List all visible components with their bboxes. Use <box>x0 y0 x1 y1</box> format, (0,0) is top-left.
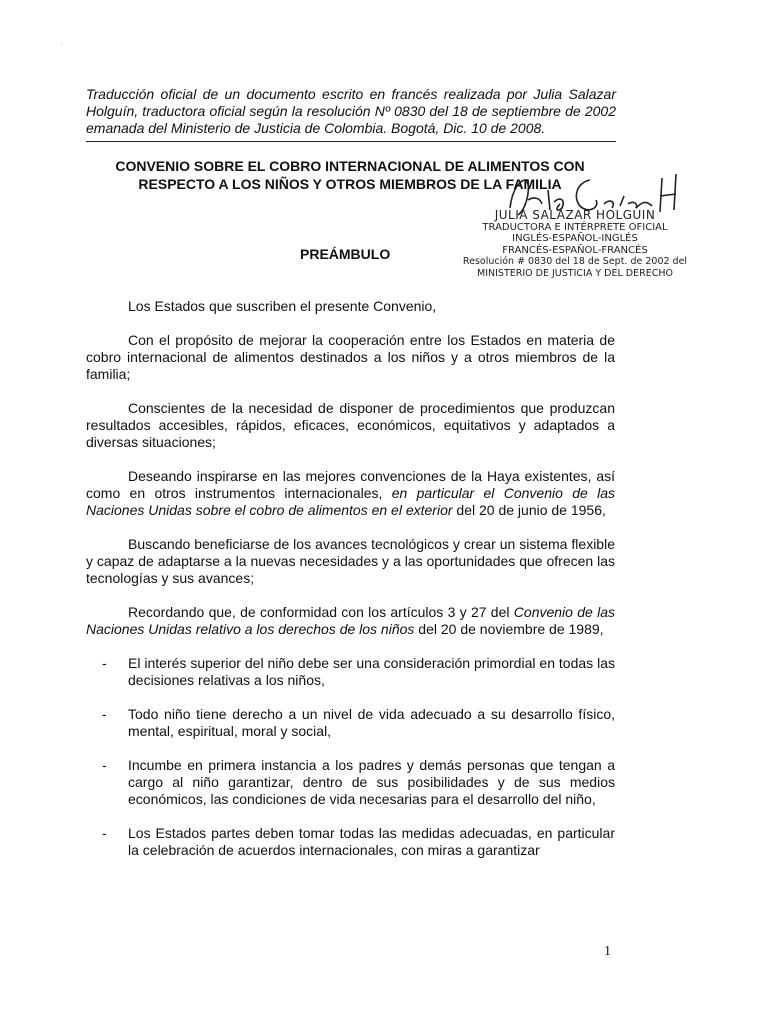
paragraph-5 <box>86 604 615 638</box>
signature-stroke-2 <box>576 174 676 212</box>
list-item <box>86 706 615 740</box>
stamp-ministry: MINISTERIO DE JUSTICIA Y DEL DERECHO <box>477 267 673 279</box>
stamp-lang-2: FRANCÉS-ESPAÑOL-FRANCÉS <box>502 244 648 256</box>
list-item <box>86 757 615 808</box>
paragraph-3-citation: en particular el Convenio de las Naciones Unidas sobre el cobro de alimentos en el exterior <box>86 485 615 518</box>
intro-paragraph: Los Estados que suscriben el presente Convenio, <box>128 298 437 314</box>
list-item-text: Incumbe en primera instancia a los padres y demás personas que tengan a cargo al niño garantizar, dentro de sus posibilidades y de sus medios económicos, las condiciones de vida necesarias para el desarrollo del niño, <box>128 757 615 807</box>
bullet-dash: - <box>102 825 107 841</box>
paragraph-5-citation: Convenio de las Naciones Unidas relativo a los derechos de los niños <box>86 604 616 637</box>
paragraph-2: Conscientes de la necesidad de disponer de procedimientos que produzcan resultados accesibles, rápidos, eficaces, económicos, equitativos y adaptados a diversas situaciones; <box>86 400 615 450</box>
bullet-dash: - <box>102 706 107 722</box>
bullet-list <box>86 655 615 859</box>
title-line-2: RESPECTO A LOS NIÑOS Y OTROS MIEMBROS DE LA FAMILIA <box>138 176 562 192</box>
stamp-role: TRADUCTORA E INTÉRPRETE OFICIAL <box>482 221 668 233</box>
page-number: 1 <box>604 944 611 959</box>
list-item <box>86 655 615 689</box>
paragraph-3-text-a: Deseando inspirarse en las mejores convenciones de la Haya existentes, así como en otros instrumentos internacionales, <box>86 468 615 501</box>
paragraph-3 <box>86 468 615 519</box>
list-item-text: El interés superior del niño debe ser una consideración primordial en todas las decisiones relativas a los niños, <box>128 655 615 688</box>
section-heading: PREÁMBULO <box>300 246 391 262</box>
paragraph-4: Buscando beneficiarse de los avances tecnológicos y crear un sistema flexible y capaz de adaptarse a la nuevas necesidades y a las oportunidades que ofrecen las tecnologías y sus avances; <box>86 536 615 586</box>
translator-stamp <box>450 210 700 279</box>
document-body <box>86 298 615 876</box>
paragraph-5-text-a: Recordando que, de conformidad con los artículos 3 y 27 del <box>128 604 514 620</box>
paragraph-5-text-c: del 20 de noviembre de 1989, <box>414 621 604 637</box>
paragraph-1: Con el propósito de mejorar la cooperación entre los Estados en materia de cobro internacional de alimentos destinados a los niños y a otros miembros de la familia; <box>86 332 615 382</box>
list-item-text: Todo niño tiene derecho a un nivel de vida adecuado a su desarrollo físico, mental, espiritual, moral y social, <box>128 706 615 739</box>
paragraph-3-text-c: del 20 de junio de 1956, <box>452 502 606 518</box>
scan-speck: · <box>60 40 63 49</box>
bullet-dash: - <box>102 757 107 773</box>
bullet-dash: - <box>102 655 107 671</box>
translation-note: Traducción oficial de un documento escrito en francés realizada por Julia Salazar Holguín, traductora oficial según la resolución Nº 0830 del 18 de septiembre de 2002 emanada del Ministerio de Justicia de Colombia. Bogotá, Dic. 10 de 2008. <box>86 86 616 142</box>
title-line-1: CONVENIO SOBRE EL COBRO INTERNACIONAL DE ALIMENTOS CON <box>115 158 585 174</box>
stamp-lang-1: INGLÉS-ESPAÑOL-INGLÉS <box>512 233 638 244</box>
stamp-resolution: Resolución # 0830 del 18 de Sept. de 2002 del <box>462 256 688 267</box>
stamp-name: JULIA SALAZAR HOLGUIN <box>494 208 656 222</box>
list-item <box>86 825 615 859</box>
list-item-text: Los Estados partes deben tomar todas las medidas adecuadas, en particular la celebración de acuerdos internacionales, con miras a garantizar <box>128 825 615 858</box>
